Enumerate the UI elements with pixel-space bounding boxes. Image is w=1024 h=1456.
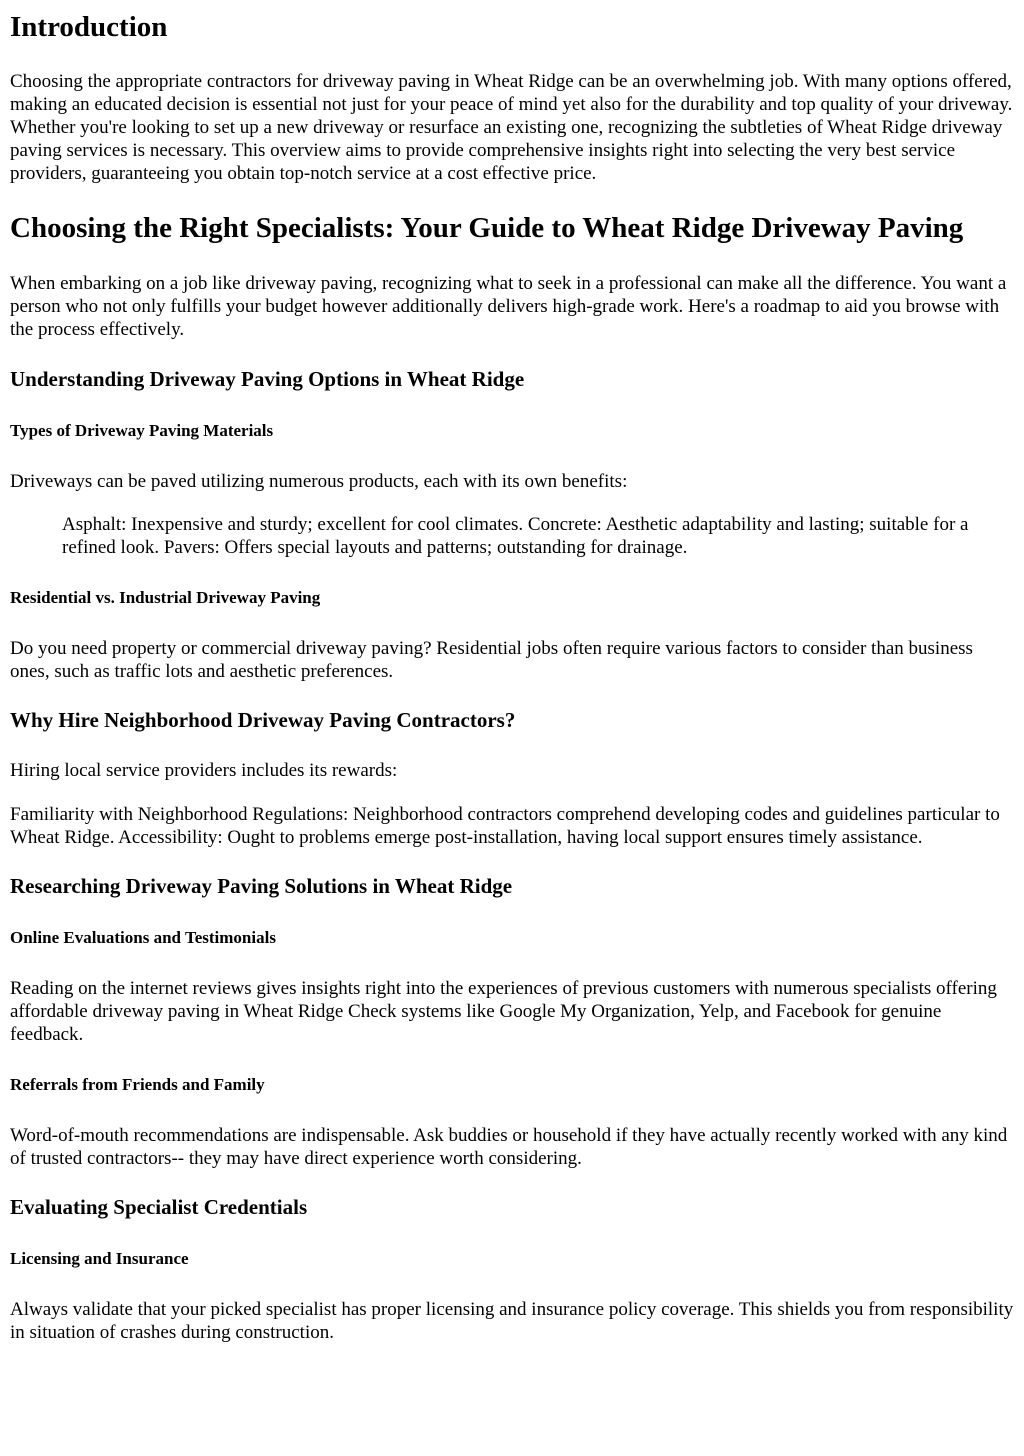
intro-heading: Introduction bbox=[10, 11, 168, 43]
guide-paragraph: When embarking on a job like driveway paving, recognizing what to seek in a professional can make all the difference. You want a person who not only fulfills your budget however additionally delivers high-grade work. Here's a roadmap to aid you browse with the process effectively. bbox=[10, 273, 1007, 340]
residential-heading: Residential vs. Industrial Driveway Paving bbox=[10, 588, 321, 607]
licensing-paragraph: Always validate that your picked specialist has proper licensing and insurance policy coverage. This shields you from responsibility in situation of crashes during construction. bbox=[10, 1299, 1014, 1343]
referrals-heading: Referrals from Friends and Family bbox=[10, 1075, 265, 1094]
materials-quote: Asphalt: Inexpensive and sturdy; excellent for cool climates. Concrete: Aesthetic adaptability and lasting; suitable for a refined look. Pavers: Offers special layouts and patterns; outstanding for drainage. bbox=[62, 514, 969, 558]
article bbox=[0, 10, 1024, 1344]
local-paragraph-2: Familiarity with Neighborhood Regulations: Neighborhood contractors comprehend developing codes and guidelines particular to Wheat Ridge. Accessibility: Ought to problems emerge post-installation, having local support ensures timely assistance. bbox=[10, 804, 1000, 848]
licensing-heading: Licensing and Insurance bbox=[10, 1249, 189, 1268]
local-paragraph-1: Hiring local service providers includes its rewards: bbox=[10, 760, 398, 781]
options-heading: Understanding Driveway Paving Options in Wheat Ridge bbox=[10, 367, 525, 391]
referrals-paragraph: Word-of-mouth recommendations are indispensable. Ask buddies or household if they have actually recently worked with any kind of trusted contractors-- they may have direct experience worth considering. bbox=[10, 1125, 1008, 1169]
intro-paragraph: Choosing the appropriate contractors for driveway paving in Wheat Ridge can be an overwhelming job. With many options offered, making an educated decision is essential not just for your peace of mind yet also for the durability and top quality of your driveway. Whether you're looking to set up a new driveway or resurface an existing one, recognizing the subtleties of Wheat Ridge driveway paving services is necessary. This overview aims to provide comprehensive insights right into selecting the very best service providers, guaranteeing you obtain top-notch service at a cost effective price. bbox=[10, 71, 1013, 184]
guide-heading: Choosing the Right Specialists: Your Guide to Wheat Ridge Driveway Paving bbox=[10, 212, 964, 244]
residential-paragraph: Do you need property or commercial driveway paving? Residential jobs often require various factors to consider than business ones, such as traffic lots and aesthetic preferences. bbox=[10, 638, 973, 682]
materials-paragraph: Driveways can be paved utilizing numerous products, each with its own benefits: bbox=[10, 471, 628, 492]
local-heading: Why Hire Neighborhood Driveway Paving Contractors? bbox=[10, 708, 516, 732]
credentials-heading: Evaluating Specialist Credentials bbox=[10, 1195, 308, 1219]
reviews-paragraph: Reading on the internet reviews gives insights right into the experiences of previous customers with numerous specialists offering affordable driveway paving in Wheat Ridge Check systems like Google My Organization, Yelp, and Facebook for genuine feedback. bbox=[10, 978, 997, 1045]
materials-heading: Types of Driveway Paving Materials bbox=[10, 421, 274, 440]
research-heading: Researching Driveway Paving Solutions in Wheat Ridge bbox=[10, 874, 513, 898]
reviews-heading: Online Evaluations and Testimonials bbox=[10, 928, 276, 947]
